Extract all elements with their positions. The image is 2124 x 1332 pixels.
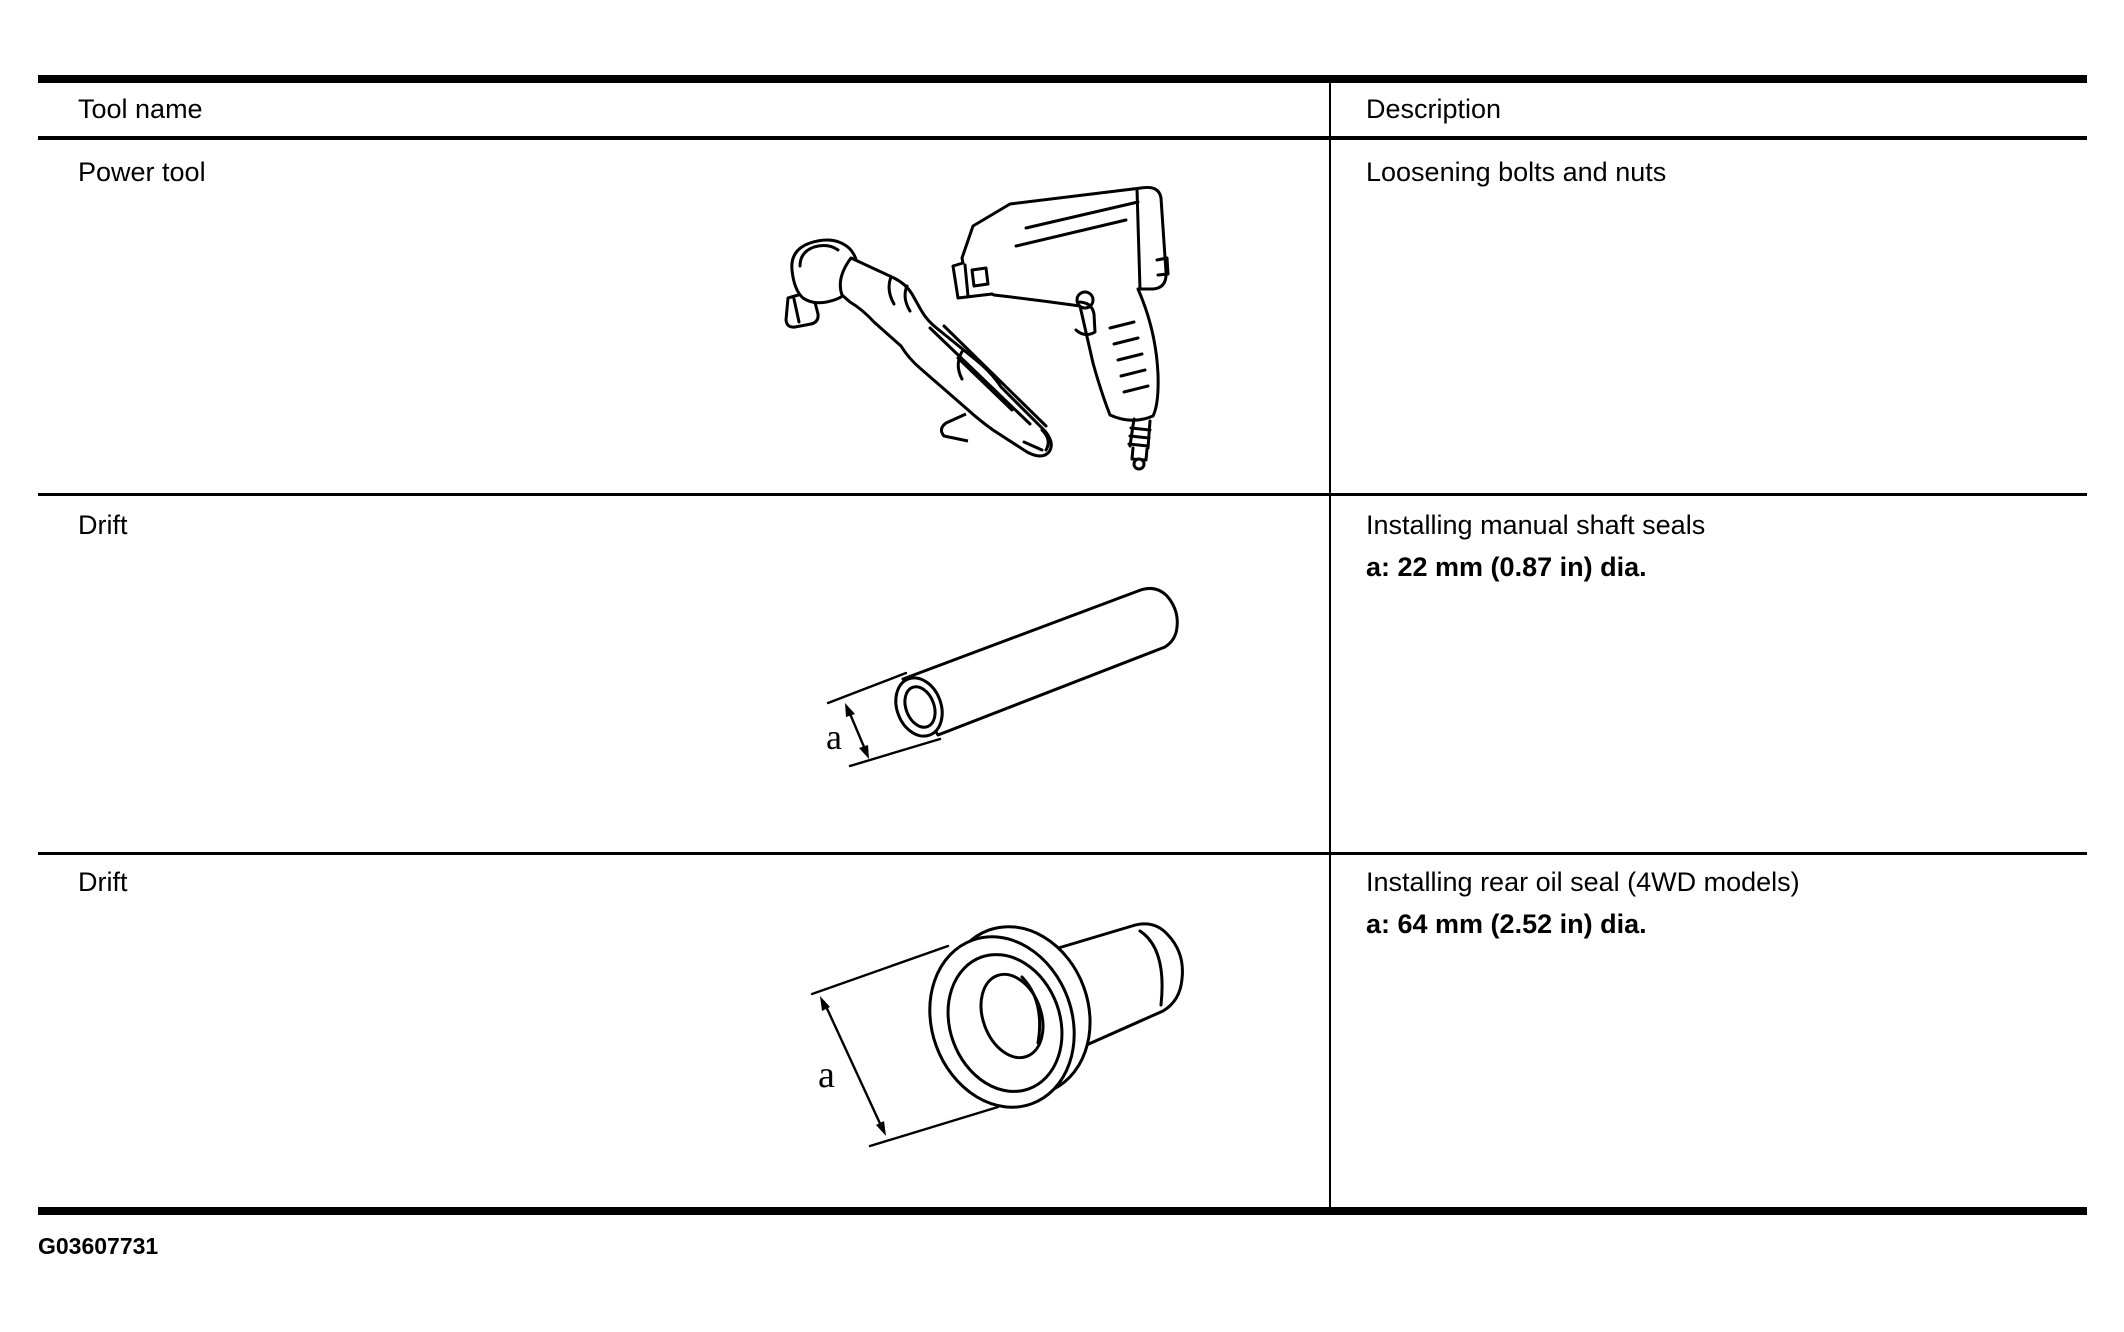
table-border-bottom <box>38 1207 2087 1215</box>
column-header-tool-name: Tool name <box>78 94 203 124</box>
row3-dimension: a: 64 mm (2.52 in) dia. <box>1366 909 1647 939</box>
impact-wrench-drawing <box>953 187 1168 469</box>
dimension-label-a: a <box>826 717 842 757</box>
row1-description: Loosening bolts and nuts <box>1366 157 1667 187</box>
flanged-drift-drawing <box>906 906 1182 1127</box>
flanged-drift-illustration <box>798 913 1223 1158</box>
table-column-divider <box>1329 75 1331 1215</box>
table-row-separator-1 <box>38 493 2087 496</box>
row1-tool-name: Power tool <box>78 157 206 187</box>
figure-code: G03607731 <box>38 1233 159 1259</box>
row3-tool-name: Drift <box>78 867 128 897</box>
arrowhead-down-icon <box>876 1121 886 1136</box>
dimension-label-a: a <box>818 1054 835 1096</box>
drift-tube-illustration <box>818 583 1203 788</box>
drift-tube-drawing <box>888 588 1178 742</box>
table-row-separator-2 <box>38 852 2087 855</box>
arrowhead-up-icon <box>845 703 855 717</box>
arrowhead-up-icon <box>820 996 830 1011</box>
row2-dimension: a: 22 mm (0.87 in) dia. <box>1366 552 1647 582</box>
arrowhead-down-icon <box>859 745 869 759</box>
table-header-separator <box>38 136 2087 140</box>
row3-description: Installing rear oil seal (4WD models) <box>1366 867 1800 897</box>
table-border-top <box>38 75 2087 83</box>
row2-description: Installing manual shaft seals <box>1366 510 1706 540</box>
column-header-description: Description <box>1366 94 1502 124</box>
power-tool-illustration <box>758 178 1228 468</box>
row2-tool-name: Drift <box>78 510 128 540</box>
